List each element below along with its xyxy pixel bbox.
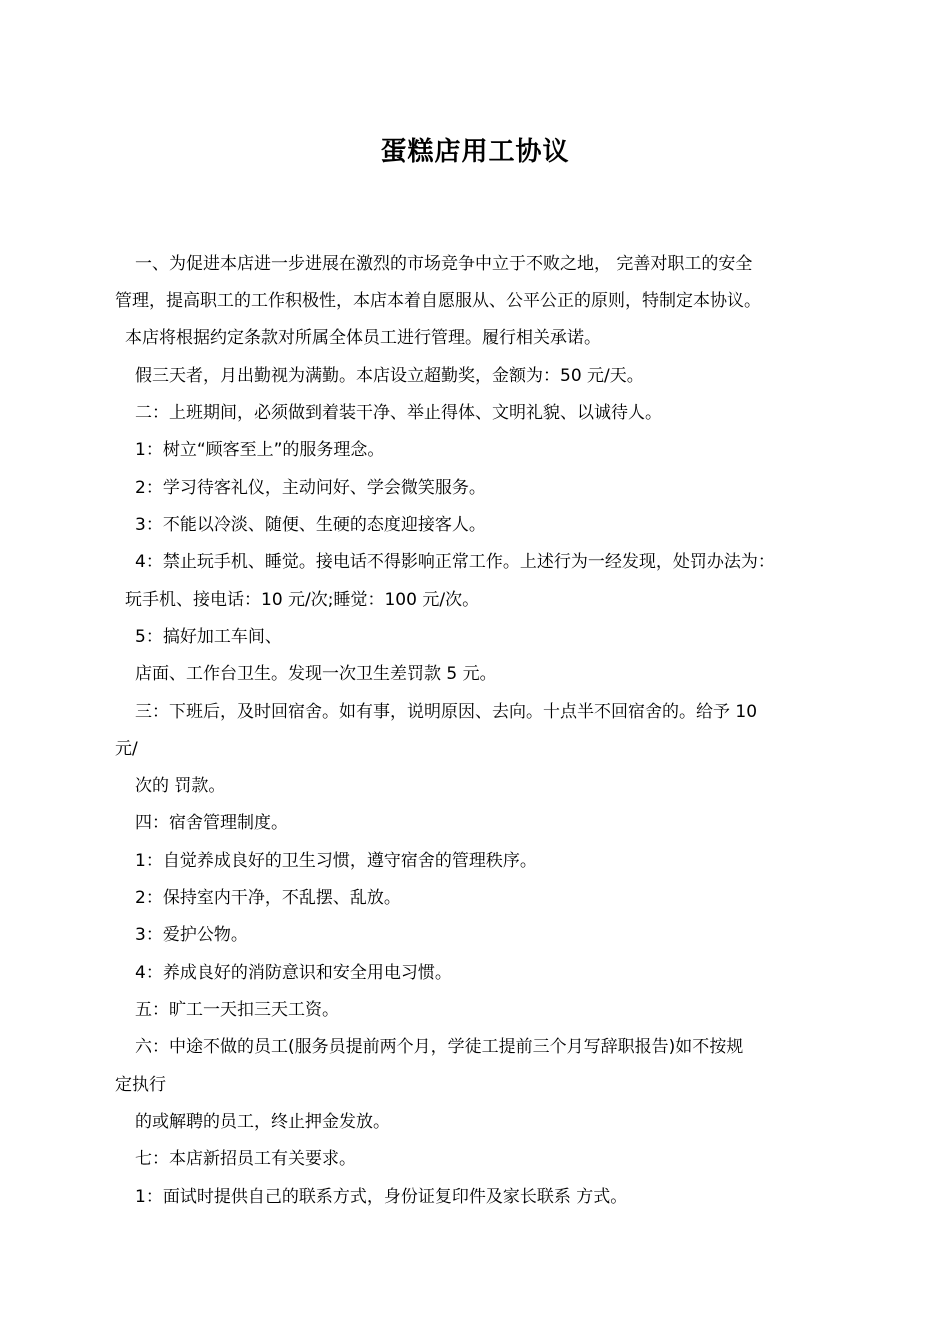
text-line: 七：本店新招员工有关要求。 [135, 1149, 356, 1169]
text-line: 六：中途不做的员工(服务员提前两个月，学徒工提前三个月写辞职报告)如不按规 [135, 1037, 744, 1057]
text-line: 1：面试时提供自己的联系方式，身份证复印件及家长联系 方式。 [135, 1187, 628, 1207]
text-line: 元/ [115, 739, 138, 759]
document-title: 蛋糕店用工协议 [380, 137, 570, 167]
text-line: 3：不能以冷淡、随便、生硬的态度迎接客人。 [135, 515, 486, 535]
text-line: 玩手机、接电话：10 元/次;睡觉：100 元/次。 [125, 590, 480, 610]
text-line: 4：养成良好的消防意识和安全用电习惯。 [135, 963, 452, 983]
text-line: 次的 罚款。 [135, 776, 226, 796]
text-line: 四：宿舍管理制度。 [135, 813, 288, 833]
text-line: 的或解聘的员工，终止押金发放。 [135, 1112, 390, 1132]
text-line: 五：旷工一天扣三天工资。 [135, 1000, 339, 1020]
text-line: 5：搞好加工车间、 [135, 627, 282, 647]
text-line: 1：自觉养成良好的卫生习惯，遵守宿舍的管理秩序。 [135, 851, 537, 871]
text-line: 1：树立“顾客至上”的服务理念。 [135, 440, 385, 460]
text-line: 店面、工作台卫生。发现一次卫生差罚款 5 元。 [135, 664, 497, 684]
text-line: 二：上班期间，必须做到着装干净、举止得体、文明礼貌、以诚待人。 [135, 403, 662, 423]
text-line: 本店将根据约定条款对所属全体员工进行管理。履行相关承诺。 [125, 328, 601, 348]
text-line: 假三天者，月出勤视为满勤。本店设立超勤奖，金额为：50 元/天。 [135, 366, 644, 386]
text-line: 2：学习待客礼仪，主动问好、学会微笑服务。 [135, 478, 486, 498]
text-line: 4：禁止玩手机、睡觉。接电话不得影响正常工作。上述行为一经发现，处罚办法为： [135, 552, 775, 572]
text-line: 一、为促进本店进一步进展在激烈的市场竞争中立于不败之地， 完善对职工的安全 [135, 254, 753, 274]
text-line: 三：下班后，及时回宿舍。如有事，说明原因、去向。十点半不回宿舍的。给予 10 [135, 702, 758, 722]
text-line: 3：爱护公物。 [135, 925, 248, 945]
text-line: 定执行 [115, 1075, 166, 1095]
text-line: 管理，提高职工的工作积极性，本店本着自愿服从、公平公正的原则，特制定本协议。 [115, 291, 761, 311]
text-line: 2：保持室内干净，不乱摆、乱放。 [135, 888, 401, 908]
